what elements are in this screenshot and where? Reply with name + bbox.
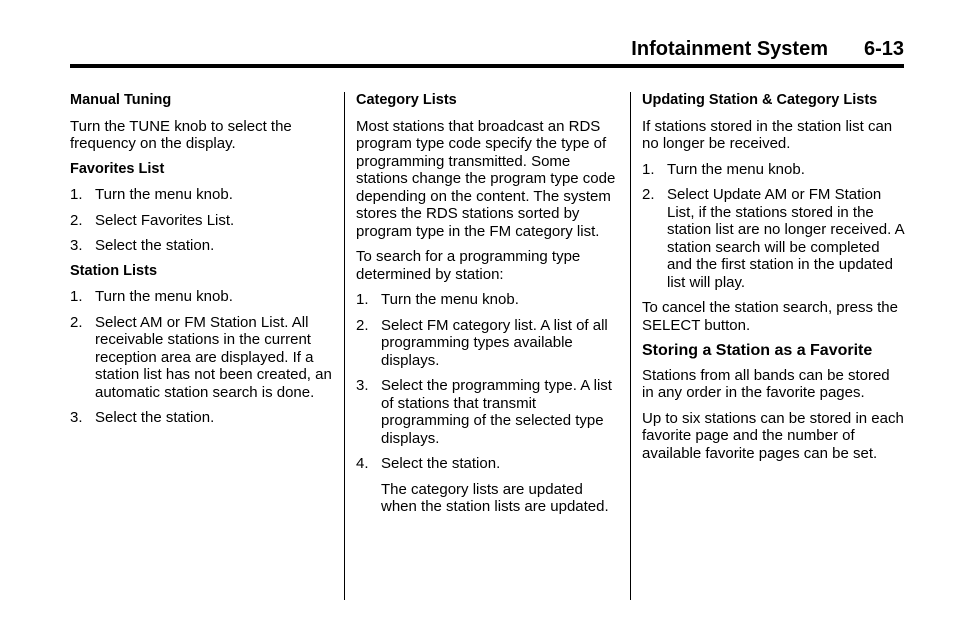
station-lists-heading: Station Lists	[70, 262, 158, 279]
step-number: 3.	[356, 377, 369, 394]
step-text: Select the programming type. A list of stations that transmit programming of the selected type displays.	[381, 377, 612, 447]
column-3	[642, 92, 904, 470]
step-number: 2.	[356, 316, 369, 334]
list-item	[356, 455, 618, 473]
storing-favorite-text-2: Up to six stations can be stored in each favorite page and the number of available favorite pages can be set.	[642, 409, 904, 462]
step-text: Select AM or FM Station List. All receivable stations in the current reception area are displayed. If a station list has not been created, an automatic station search is done.	[95, 313, 332, 401]
column-divider	[630, 92, 631, 600]
step-number: 2.	[70, 313, 83, 331]
list-item	[70, 288, 332, 306]
cancel-search-text: To cancel the station search, press the SELECT button.	[642, 299, 898, 334]
step-number: 1.	[70, 186, 83, 203]
list-item	[70, 212, 332, 230]
step-text: Select the station.	[95, 237, 215, 254]
storing-favorite-heading: Storing a Station as a Favorite	[642, 342, 873, 359]
step-number: 2.	[70, 211, 83, 229]
storing-favorite-text-1: Stations from all bands can be stored in any order in the favorite pages.	[642, 366, 890, 401]
search-intro-text: To search for a programming type determined by station:	[356, 248, 581, 283]
list-item	[356, 291, 618, 309]
list-item	[70, 186, 332, 204]
step-text: Select the station.	[95, 409, 215, 426]
category-note: The category lists are updated when the station lists are updated.	[381, 480, 609, 515]
step-text: Select Update AM or FM Station List, if the stations stored in the station list are no longer received. A station search will be completed and the first station in the updated list will play.	[667, 186, 904, 291]
list-item	[70, 314, 332, 402]
list-item	[642, 161, 904, 179]
category-lists-text: Most stations that broadcast an RDS program type code specify the type of programming transmitted. Some stations change the program type code depending on the content. The system stores the RDS stations sorted by program type in the FM category list.	[356, 117, 616, 240]
list-item	[356, 377, 618, 447]
category-lists-heading: Category Lists	[356, 92, 457, 108]
manual-tuning-heading: Manual Tuning	[70, 92, 172, 108]
step-number: 1.	[356, 291, 369, 308]
step-number: 3.	[70, 409, 83, 426]
step-text: Turn the menu knob.	[95, 288, 233, 305]
column-divider	[344, 92, 345, 600]
step-text: Turn the menu knob.	[95, 186, 233, 203]
updating-lists-heading: Updating Station & Category Lists	[642, 92, 878, 108]
page-header	[70, 36, 904, 68]
step-text: Turn the menu knob.	[667, 160, 805, 178]
step-number: 3.	[70, 237, 83, 254]
list-item	[642, 186, 904, 291]
step-text: Select Favorites List.	[95, 211, 235, 229]
step-number: 1.	[642, 160, 655, 178]
manual-tuning-text: Turn the TUNE knob to select the frequency on the display.	[70, 117, 292, 152]
step-number: 1.	[70, 288, 83, 305]
step-text: Select FM category list. A list of all programming types available displays.	[381, 316, 608, 369]
step-text: Turn the menu knob.	[381, 291, 519, 308]
section-title: Infotainment System	[631, 38, 828, 60]
updating-lists-text: If stations stored in the station list can no longer be received.	[642, 117, 893, 152]
step-number: 4.	[356, 455, 369, 472]
favorites-list-heading: Favorites List	[70, 160, 165, 177]
list-item	[356, 317, 618, 370]
column-2	[356, 92, 618, 524]
step-number: 2.	[642, 186, 655, 203]
step-text: Select the station.	[381, 455, 501, 472]
page-number: 6-13	[863, 38, 904, 60]
list-item	[70, 409, 332, 427]
column-1	[70, 92, 332, 435]
list-item	[70, 237, 332, 255]
